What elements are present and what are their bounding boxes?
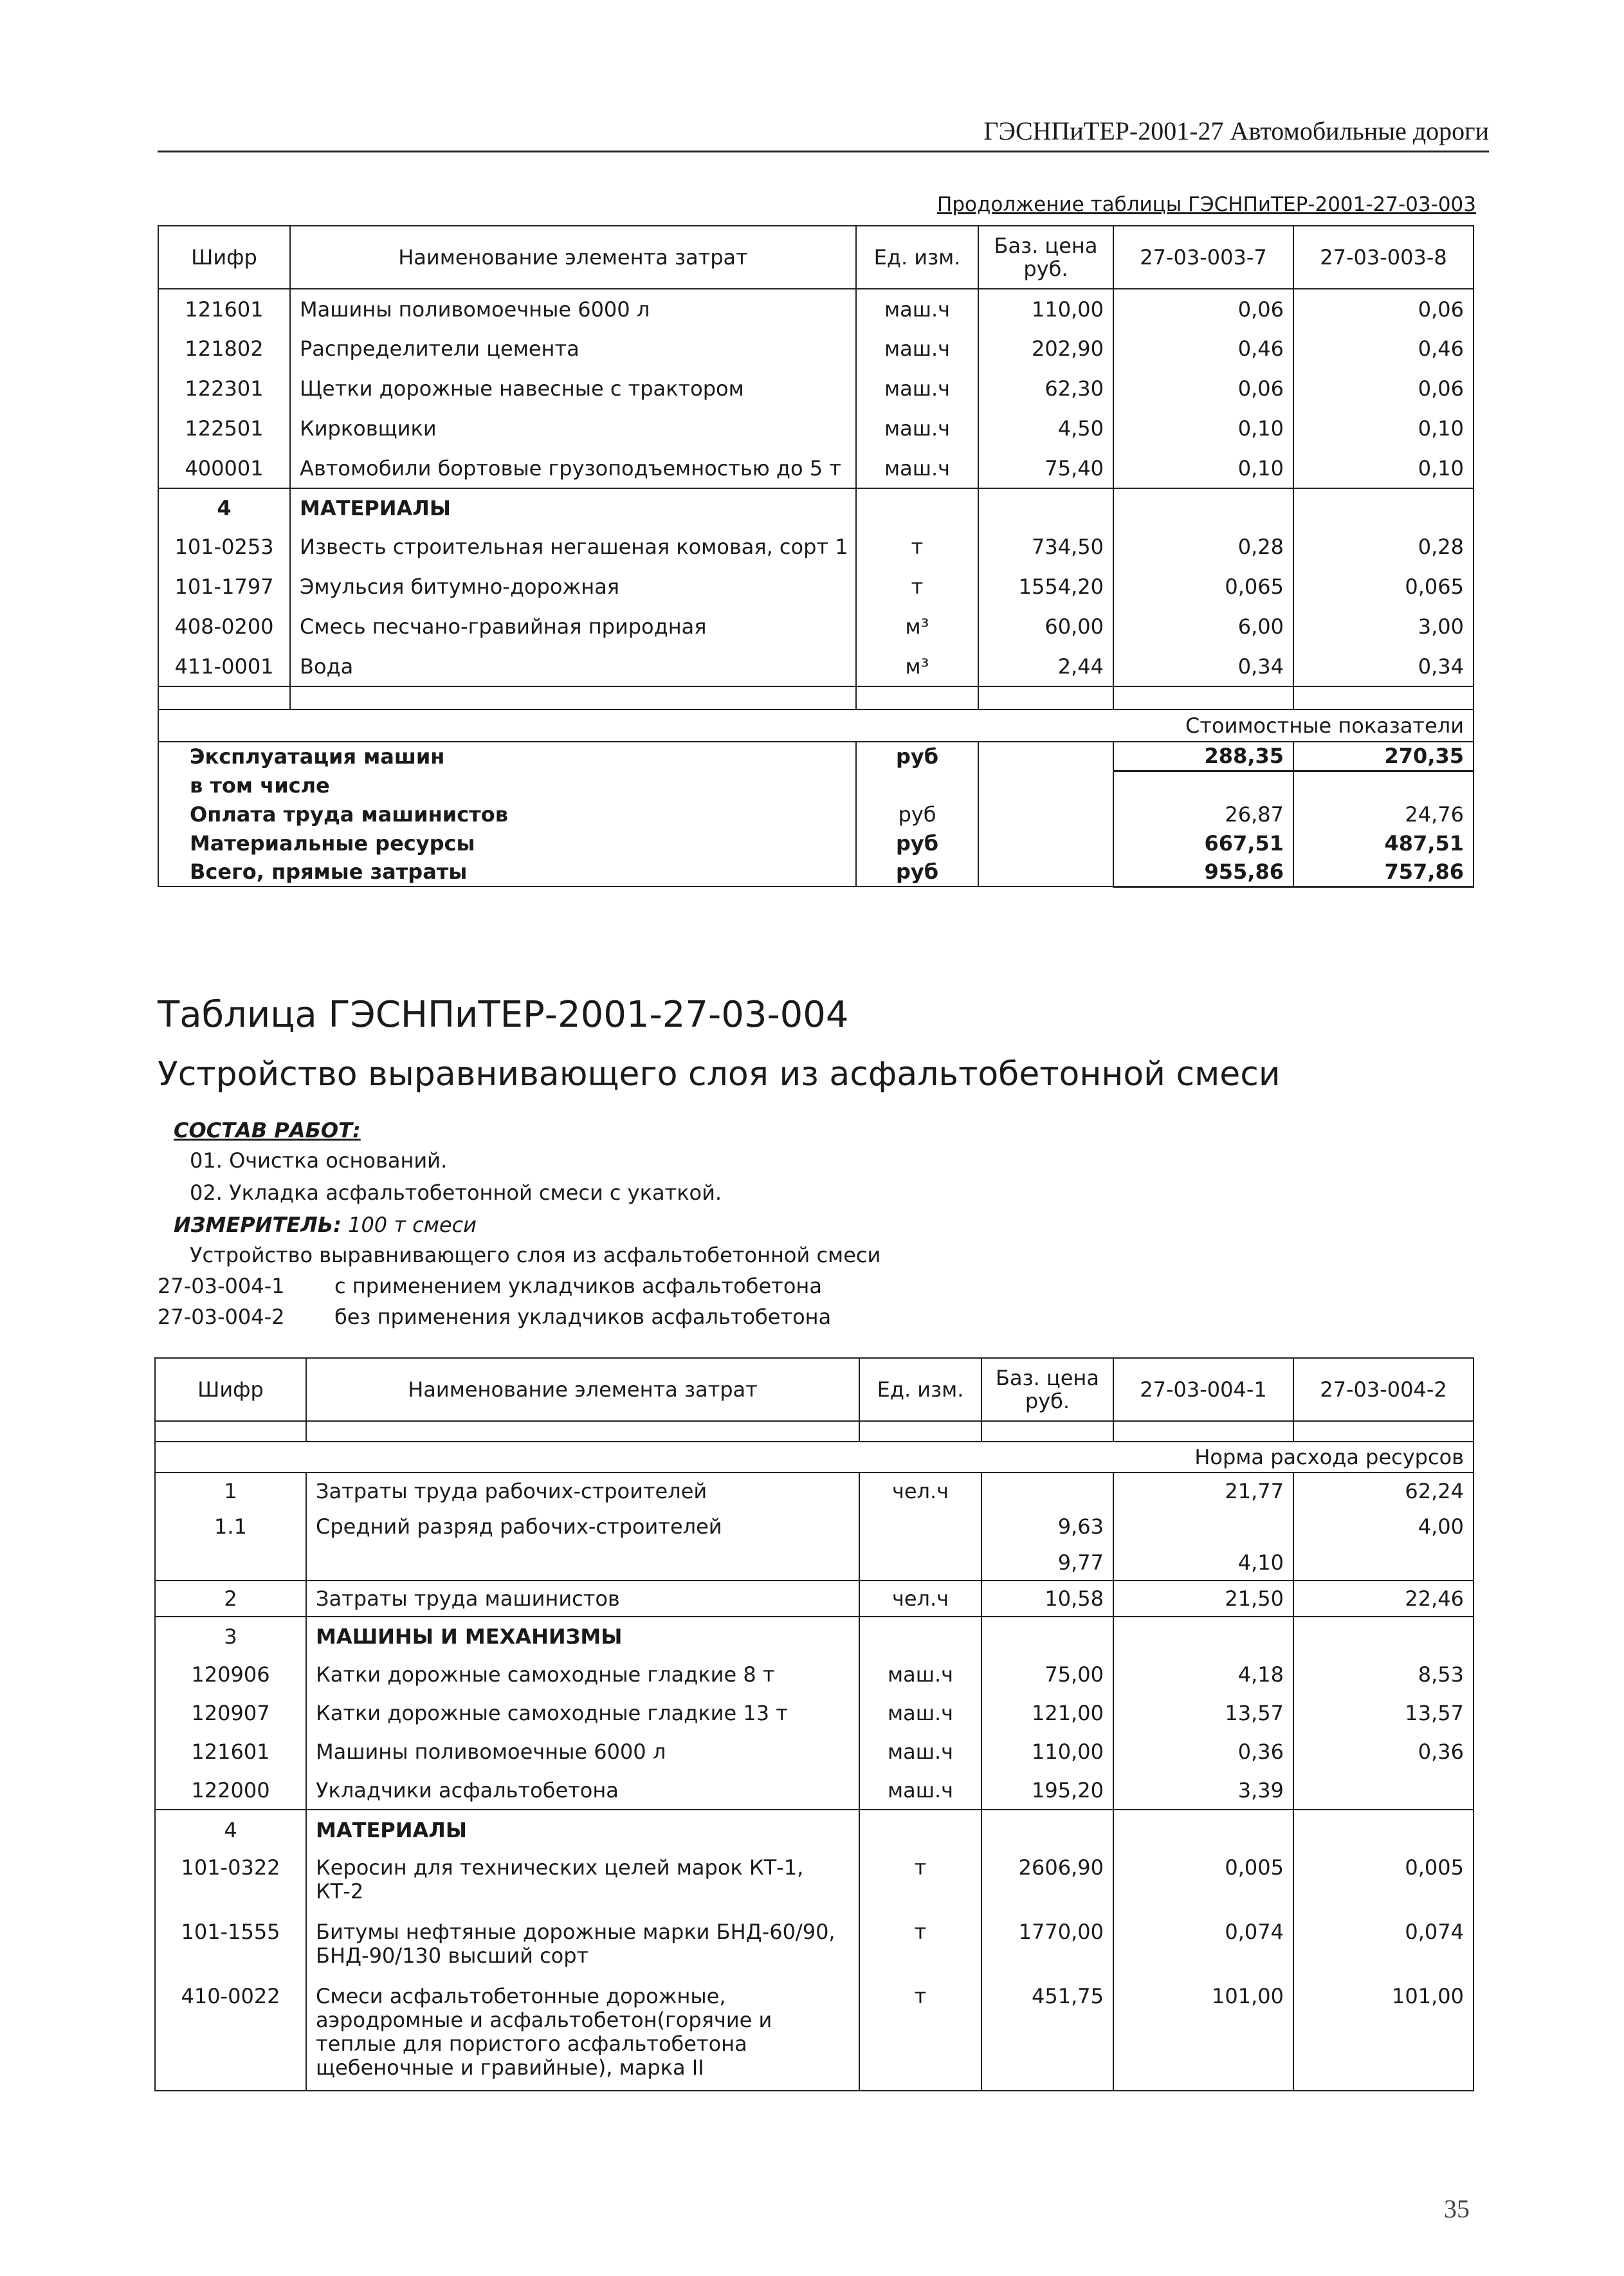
cell-price: 62,30 xyxy=(978,369,1113,408)
cost-value-a xyxy=(1113,771,1293,800)
cell-name: Смесь песчано-гравийная природная xyxy=(290,607,856,647)
cell-unit: маш.ч xyxy=(859,1732,981,1771)
cost-label-cell: Материальные ресурсы xyxy=(190,831,475,856)
table-row xyxy=(158,408,1473,448)
cell-unit: маш.ч xyxy=(856,289,978,329)
cell-value-b: 0,005 xyxy=(1293,1849,1473,1914)
group-title: МАШИНЫ И МЕХАНИЗМЫ xyxy=(306,1617,859,1655)
cell-name: Распределители цемента xyxy=(290,329,856,369)
table-row xyxy=(155,1732,1473,1771)
header-col-2: 27-03-004-2 xyxy=(1293,1358,1473,1421)
cell-code: 120906 xyxy=(191,1662,270,1687)
cost-value-b: 487,51 xyxy=(1293,829,1473,858)
table-row xyxy=(155,1914,1473,1978)
cell-value-b: 13,57 xyxy=(1293,1694,1473,1732)
header-col-8: 27-03-003-8 xyxy=(1293,226,1473,289)
cell-price: 1554,20 xyxy=(978,567,1113,607)
cell-value-b: 3,00 xyxy=(1293,607,1473,647)
cost-value-b: 757,86 xyxy=(1293,858,1473,886)
cell-unit: маш.ч xyxy=(859,1771,981,1810)
cell-unit: т xyxy=(856,567,978,607)
table-row xyxy=(158,448,1473,488)
cost-row xyxy=(158,858,1473,886)
cost-unit: руб xyxy=(856,800,978,829)
cell-value-b: 22,46 xyxy=(1293,1581,1473,1617)
header-price: Баз. цена руб. xyxy=(981,1358,1113,1421)
cell-value-a: 0,46 xyxy=(1113,329,1293,369)
table-row xyxy=(158,369,1473,408)
cell-value-a: 21,77 xyxy=(1113,1473,1293,1509)
cell-unit xyxy=(859,1545,981,1581)
materials-group-row xyxy=(158,488,1473,527)
cost-row xyxy=(158,742,1473,771)
table-row xyxy=(155,1849,1473,1914)
table-row xyxy=(155,1655,1473,1694)
cell-value-b: 0,06 xyxy=(1293,289,1473,329)
table-row xyxy=(158,567,1473,607)
cost-value-a: 288,35 xyxy=(1113,742,1293,771)
cell-name: Вода xyxy=(290,647,856,686)
table-27-03-003 xyxy=(158,225,1474,888)
meter-label: ИЗМЕРИТЕЛЬ: xyxy=(174,1213,342,1237)
cost-value-b xyxy=(1293,771,1473,800)
cell-name: Катки дорожные самоходные гладкие 8 т xyxy=(306,1655,859,1694)
cell-code xyxy=(155,1545,306,1581)
cell-price: 110,00 xyxy=(978,289,1113,329)
table-title: Таблица ГЭСНПиТЕР-2001-27-03-004 xyxy=(158,994,849,1036)
running-header: ГЭСНПиТЕР-2001-27 Автомобильные дороги xyxy=(983,116,1489,145)
cell-unit: чел.ч xyxy=(859,1473,981,1509)
cell-unit xyxy=(859,1509,981,1545)
cell-unit: маш.ч xyxy=(856,408,978,448)
cell-value-a: 0,06 xyxy=(1113,369,1293,408)
table-row xyxy=(155,1545,1473,1581)
cost-unit: руб xyxy=(856,858,978,886)
cost-empty xyxy=(978,771,1113,800)
cell-code: 121601 xyxy=(191,1739,270,1764)
cost-unit: руб xyxy=(856,829,978,858)
cell-value-a: 0,28 xyxy=(1113,527,1293,567)
cell-value-b: 0,065 xyxy=(1293,567,1473,607)
header-price: Баз. цена руб. xyxy=(978,226,1113,289)
variant-description: без применения укладчиков асфальтобетона xyxy=(334,1305,832,1329)
cost-value-a: 26,87 xyxy=(1113,800,1293,829)
cell-value-b xyxy=(1293,1545,1473,1581)
norm-label: Норма расхода ресурсов xyxy=(155,1442,1473,1473)
cell-unit: т xyxy=(856,527,978,567)
header-name: Наименование элемента затрат xyxy=(290,226,856,289)
cost-row xyxy=(158,771,1473,800)
cell-price: 75,00 xyxy=(981,1655,1113,1694)
cell-price: 10,58 xyxy=(981,1581,1113,1617)
meter-value: 100 т смеси xyxy=(348,1213,477,1237)
cost-empty xyxy=(978,829,1113,858)
cell-unit: маш.ч xyxy=(859,1694,981,1732)
cell-value-b: 0,46 xyxy=(1293,329,1473,369)
cell-code: 400001 xyxy=(185,455,264,481)
cell-name: Затраты труда машинистов xyxy=(306,1581,859,1617)
cell-name: Битумы нефтяные дорожные марки БНД-60/90, БНД-90/130 высший сорт xyxy=(306,1914,859,1978)
cell-unit: т xyxy=(859,1978,981,2091)
header-col-7: 27-03-003-7 xyxy=(1113,226,1293,289)
group-code: 3 xyxy=(155,1617,306,1655)
cell-price: 110,00 xyxy=(981,1732,1113,1771)
table-row xyxy=(155,1581,1473,1617)
cost-label-cell: в том числе xyxy=(190,773,330,798)
cell-name: Затраты труда рабочих-строителей xyxy=(306,1473,859,1509)
cell-name xyxy=(306,1545,859,1581)
cell-value-b xyxy=(1293,1771,1473,1810)
cell-price: 75,40 xyxy=(978,448,1113,488)
cost-unit xyxy=(856,771,978,800)
cell-value-a: 101,00 xyxy=(1113,1978,1293,2091)
cell-unit: т xyxy=(859,1849,981,1914)
cell-value-a: 0,34 xyxy=(1113,647,1293,686)
table-row xyxy=(158,647,1473,686)
works-label: СОСТАВ РАБОТ: xyxy=(174,1118,361,1143)
table-header-row xyxy=(158,226,1473,289)
cell-code: 1.1 xyxy=(214,1514,247,1539)
cost-row xyxy=(158,800,1473,829)
norm-label-row xyxy=(155,1442,1473,1473)
cost-row xyxy=(158,829,1473,858)
cell-code: 120907 xyxy=(191,1701,270,1725)
cell-unit: маш.ч xyxy=(859,1655,981,1694)
group-code: 4 xyxy=(158,488,290,527)
cell-unit: маш.ч xyxy=(856,329,978,369)
cell-value-b: 4,00 xyxy=(1293,1509,1473,1545)
cell-price: 1770,00 xyxy=(981,1914,1113,1978)
cost-value-a: 955,86 xyxy=(1113,858,1293,886)
variant-code: 27-03-004-2 xyxy=(158,1305,285,1329)
header-name: Наименование элемента затрат xyxy=(306,1358,859,1421)
cell-code: 121802 xyxy=(185,336,264,361)
cost-empty xyxy=(978,800,1113,829)
cell-value-a: 4,10 xyxy=(1113,1545,1293,1581)
cost-value-b: 24,76 xyxy=(1293,800,1473,829)
table-row xyxy=(158,289,1473,329)
table-row xyxy=(155,1978,1473,2091)
cell-name: Машины поливомоечные 6000 л xyxy=(290,289,856,329)
cell-value-b: 0,34 xyxy=(1293,647,1473,686)
cell-value-a: 13,57 xyxy=(1113,1694,1293,1732)
cost-label-cell: Всего, прямые затраты xyxy=(190,859,468,884)
work-item: 02. Укладка асфальтобетонной смеси с укаткой. xyxy=(190,1180,722,1205)
cost-empty xyxy=(978,858,1113,886)
variant-code: 27-03-004-1 xyxy=(158,1274,285,1298)
cell-name: Щетки дорожные навесные с трактором xyxy=(290,369,856,408)
cell-value-b: 62,24 xyxy=(1293,1473,1473,1509)
cell-value-b: 0,28 xyxy=(1293,527,1473,567)
table-row xyxy=(158,527,1473,567)
cell-price: 4,50 xyxy=(978,408,1113,448)
cell-value-a: 0,074 xyxy=(1113,1914,1293,1978)
cell-value-b: 8,53 xyxy=(1293,1655,1473,1694)
cell-price: 121,00 xyxy=(981,1694,1113,1732)
cell-code: 122501 xyxy=(185,416,264,441)
cell-value-a xyxy=(1113,1509,1293,1545)
table-header-row xyxy=(155,1358,1473,1421)
meter-line xyxy=(174,1213,477,1237)
group-code: 4 xyxy=(155,1810,306,1849)
cell-price: 9,77 xyxy=(981,1545,1113,1581)
cell-price: 60,00 xyxy=(978,607,1113,647)
continuation-caption: Продолжение таблицы ГЭСНПиТЕР-2001-27-03-003 xyxy=(937,193,1476,216)
cost-label: Стоимостные показатели xyxy=(158,710,1473,742)
cell-value-a: 0,10 xyxy=(1113,448,1293,488)
table-row xyxy=(155,1473,1473,1509)
scope-text: Устройство выравнивающего слоя из асфальтобетонной смеси xyxy=(190,1243,881,1267)
cost-unit: руб xyxy=(856,742,978,771)
cell-value-a: 21,50 xyxy=(1113,1581,1293,1617)
cell-value-a: 0,36 xyxy=(1113,1732,1293,1771)
machines-group-row xyxy=(155,1617,1473,1655)
cell-code: 101-1555 xyxy=(181,1920,280,1944)
cell-value-b: 0,36 xyxy=(1293,1732,1473,1771)
cell-name: Средний разряд рабочих-строителей xyxy=(306,1509,859,1545)
header-code: Шифр xyxy=(155,1358,306,1421)
table-row xyxy=(155,1509,1473,1545)
cell-value-a: 6,00 xyxy=(1113,607,1293,647)
header-unit: Ед. изм. xyxy=(856,226,978,289)
table-row xyxy=(158,329,1473,369)
table-row xyxy=(155,1771,1473,1810)
cost-label-cell: Оплата труда машинистов xyxy=(190,802,508,827)
cost-value-b: 270,35 xyxy=(1293,742,1473,771)
cell-unit: т xyxy=(859,1914,981,1978)
cell-price: 9,63 xyxy=(981,1509,1113,1545)
cell-value-a: 0,10 xyxy=(1113,408,1293,448)
cell-code: 410-0022 xyxy=(181,1984,280,2008)
group-title: МАТЕРИАЛЫ xyxy=(306,1810,859,1849)
cost-empty xyxy=(978,742,1113,771)
cell-unit: маш.ч xyxy=(856,448,978,488)
cell-name: Эмульсия битумно-дорожная xyxy=(290,567,856,607)
cell-code: 101-0322 xyxy=(181,1855,280,1880)
table-row xyxy=(155,1694,1473,1732)
table-27-03-004 xyxy=(154,1357,1474,2091)
cell-value-b: 0,10 xyxy=(1293,408,1473,448)
cost-value-a: 667,51 xyxy=(1113,829,1293,858)
cell-name: Машины поливомоечные 6000 л xyxy=(306,1732,859,1771)
cell-unit: м³ xyxy=(856,607,978,647)
cell-name: Катки дорожные самоходные гладкие 13 т xyxy=(306,1694,859,1732)
cell-price xyxy=(981,1473,1113,1509)
cell-value-a: 0,005 xyxy=(1113,1849,1293,1914)
cell-value-b: 0,10 xyxy=(1293,448,1473,488)
cell-unit: чел.ч xyxy=(859,1581,981,1617)
cell-value-a: 3,39 xyxy=(1113,1771,1293,1810)
header-rule xyxy=(158,151,1489,152)
cell-value-b: 0,074 xyxy=(1293,1914,1473,1978)
cell-price: 2,44 xyxy=(978,647,1113,686)
cost-label-cell: Эксплуатация машин xyxy=(190,744,445,769)
cell-code: 101-1797 xyxy=(174,574,274,599)
cell-name: Укладчики асфальтобетона xyxy=(306,1771,859,1810)
header-code: Шифр xyxy=(158,226,290,289)
materials-group-row xyxy=(155,1810,1473,1849)
cell-name: Известь строительная негашеная комовая, сорт 1 xyxy=(290,527,856,567)
cell-code: 408-0200 xyxy=(174,614,274,639)
group-title: МАТЕРИАЛЫ xyxy=(290,488,856,527)
cell-price: 2606,90 xyxy=(981,1849,1113,1914)
header-unit: Ед. изм. xyxy=(859,1358,981,1421)
cell-code: 2 xyxy=(155,1581,306,1617)
cell-unit: маш.ч xyxy=(856,369,978,408)
cell-name: Автомобили бортовые грузоподъемностью до 5 т xyxy=(290,448,856,488)
cell-code: 122000 xyxy=(191,1777,270,1803)
cell-code: 101-0253 xyxy=(174,535,274,559)
cost-label-row xyxy=(158,710,1473,742)
variant-description: с применением укладчиков асфальтобетона xyxy=(334,1274,822,1298)
cell-value-a: 0,065 xyxy=(1113,567,1293,607)
cell-price: 734,50 xyxy=(978,527,1113,567)
cell-value-a: 0,06 xyxy=(1113,289,1293,329)
cell-code: 1 xyxy=(224,1478,237,1503)
cell-name: Керосин для технических целей марок КТ-1, КТ-2 xyxy=(306,1849,859,1914)
cell-name: Кирковщики xyxy=(290,408,856,448)
cell-value-a: 4,18 xyxy=(1113,1655,1293,1694)
cell-price: 202,90 xyxy=(978,329,1113,369)
cell-value-b: 0,06 xyxy=(1293,369,1473,408)
cell-code: 411-0001 xyxy=(174,654,274,679)
table-row xyxy=(158,607,1473,647)
cell-code: 122301 xyxy=(185,376,264,401)
cell-unit: м³ xyxy=(856,647,978,686)
page-number: 35 xyxy=(1444,2194,1470,2223)
header-col-1: 27-03-004-1 xyxy=(1113,1358,1293,1421)
table-subtitle: Устройство выравнивающего слоя из асфальтобетонной смеси xyxy=(158,1055,1281,1094)
cell-name: Смеси асфальтобетонные дорожные, аэродромные и асфальтобетон(горячие и теплые для пористого асфальтобетона щебеночные и гравийные), марка II xyxy=(306,1978,859,2091)
work-item: 01. Очистка оснований. xyxy=(190,1148,448,1173)
cell-price: 451,75 xyxy=(981,1978,1113,2091)
cell-value-b: 101,00 xyxy=(1293,1978,1473,2091)
cell-code: 121601 xyxy=(185,297,264,322)
cell-price: 195,20 xyxy=(981,1771,1113,1810)
